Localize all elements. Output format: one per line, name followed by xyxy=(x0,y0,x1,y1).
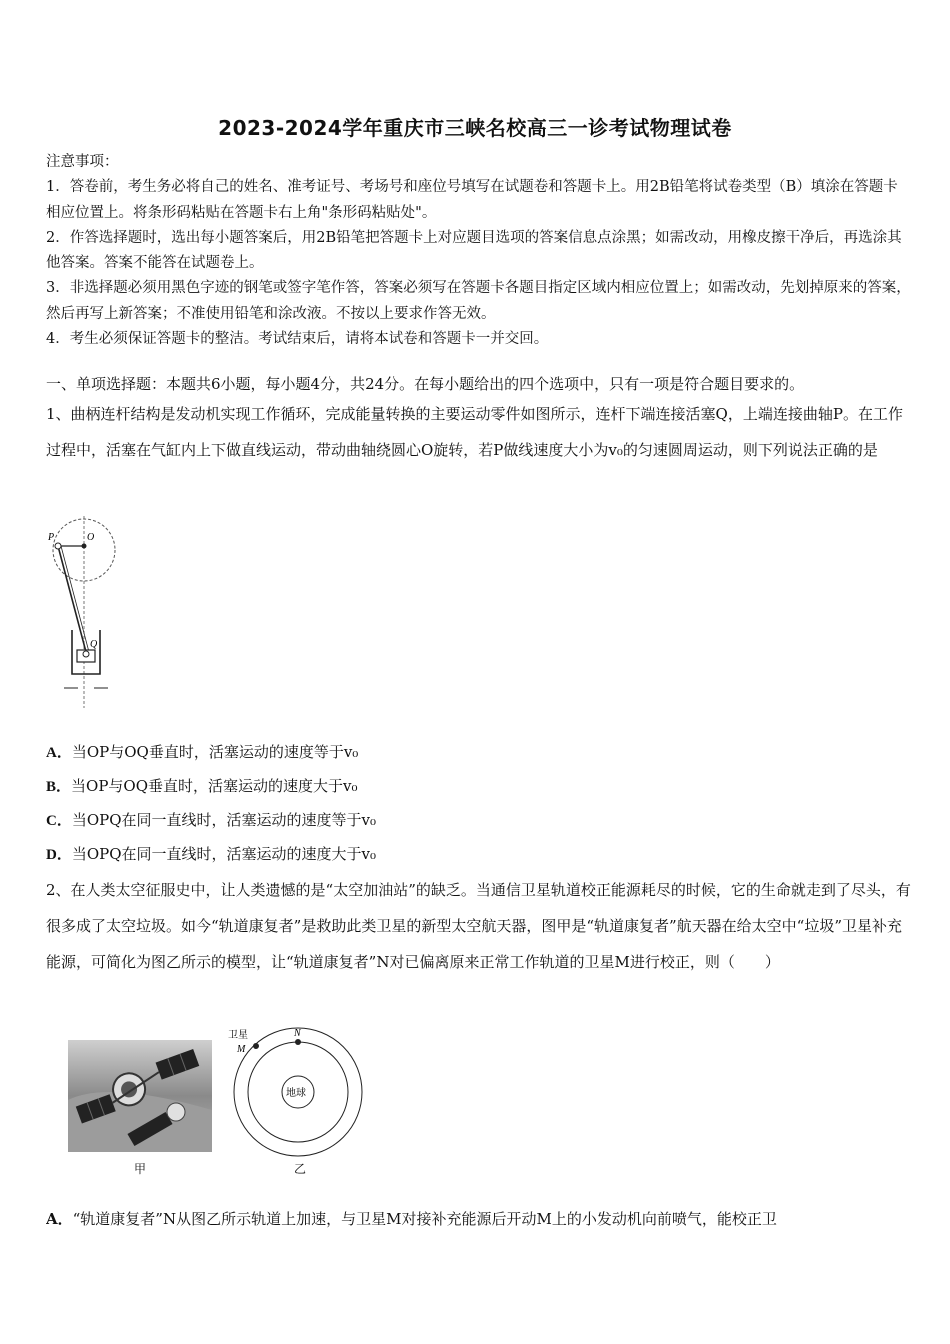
label-p: P xyxy=(48,532,55,543)
connecting-rod-2 xyxy=(61,546,89,652)
notes-heading: 注意事项： xyxy=(46,154,119,170)
caption-yi: 乙 xyxy=(294,1162,307,1176)
q1-option-a: A．当OP与OQ垂直时，活塞运动的速度等于v₀ xyxy=(46,743,359,761)
q1-option-b: B．当OP与OQ垂直时，活塞运动的速度大于v₀ xyxy=(46,777,358,795)
note-item: 4．考生必须保证答题卡的整洁。考试结束后，请将本试卷和答题卡一并交回。 xyxy=(46,331,549,348)
q1-option-d: D．当OPQ在同一直线时，活塞运动的速度大于v₀ xyxy=(46,845,377,863)
note-item: 3．非选择题必须用黑色字迹的钢笔或签字笔作答，答案必须写在答题卡各题目指定区域内相应位置上；如需改动，先划掉原来的答案，然后再写上新答案；不准使用铅笔和涂改液。不按以上要求作答无效。 xyxy=(46,280,911,322)
notes-block xyxy=(46,150,912,352)
question-2-stem: 2、在人类太空征服史中，让人类遗憾的是“太空加油站”的缺乏。当通信卫星轨道校正能源耗尽的时候，它的生命就走到了尽头，有很多成了太空垃圾。如今“轨道康复者”是救助此类卫星的新型太空航天器，图甲是“轨道康复者”航天器在给太空中“垃圾”卫星补充能源，可简化为图乙所示的模型，让“轨道康复者”N对已偏离原来正常工作轨道的卫星M进行校正，则（ ） xyxy=(46,881,911,971)
caption-jia: 甲 xyxy=(134,1162,147,1176)
orbit-diagram xyxy=(228,1026,368,1162)
q2-option-a: A．“轨道康复者”N从图乙所示轨道上加速，与卫星M对接补充能源后开动M上的小发动机向前喷气，能校正卫 xyxy=(46,1210,777,1228)
earth-label: 地球 xyxy=(286,1088,306,1099)
label-q: Q xyxy=(90,639,98,650)
point-q xyxy=(83,651,89,657)
satellite-m xyxy=(253,1043,259,1049)
point-o xyxy=(82,544,87,549)
note-item: 1．答卷前，考生务必将自己的姓名、准考证号、考场号和座位号填写在试题卷和答题卡上。用2B铅笔将试卷类型（B）填涂在答题卡相应位置上。将条形码粘贴在答题卡右上角"条形码粘贴处"。 xyxy=(46,179,898,221)
satellite-label: 卫星 xyxy=(228,1030,248,1041)
question-1-stem: 1、曲柄连杆结构是发动机实现工作循环，完成能量转换的主要运动零件如图所示，连杆下端连接活塞Q，上端连接曲轴P。在工作过程中，活塞在气缸内上下做直线运动，带动曲轴绕圆心O旋转，若P做线速度大小为v₀的匀速圆周运动，则下列说法正确的是 xyxy=(46,405,903,459)
satellite-photo xyxy=(68,1040,212,1152)
crank-figure xyxy=(44,512,124,712)
label-n: N xyxy=(294,1028,301,1039)
rehab-n xyxy=(295,1039,301,1045)
q1-option-c: C．当OPQ在同一直线时，活塞运动的速度等于v₀ xyxy=(46,811,377,829)
note-item: 2．作答选择题时，选出每小题答案后，用2B铅笔把答题卡上对应题目选项的答案信息点涂黑；如需改动，用橡皮擦干净后，再选涂其他答案。答案不能答在试题卷上。 xyxy=(46,229,902,272)
point-p xyxy=(55,543,61,549)
label-o: O xyxy=(87,532,95,543)
section-heading: 一、单项选择题：本题共6小题，每小题4分，共24分。在每小题给出的四个选项中，只有一项是符合题目要求的。 xyxy=(46,375,805,393)
label-m: M xyxy=(237,1044,246,1055)
page-title: 2023-2024学年重庆市三峡名校高三一诊考试物理试卷 xyxy=(218,116,732,140)
